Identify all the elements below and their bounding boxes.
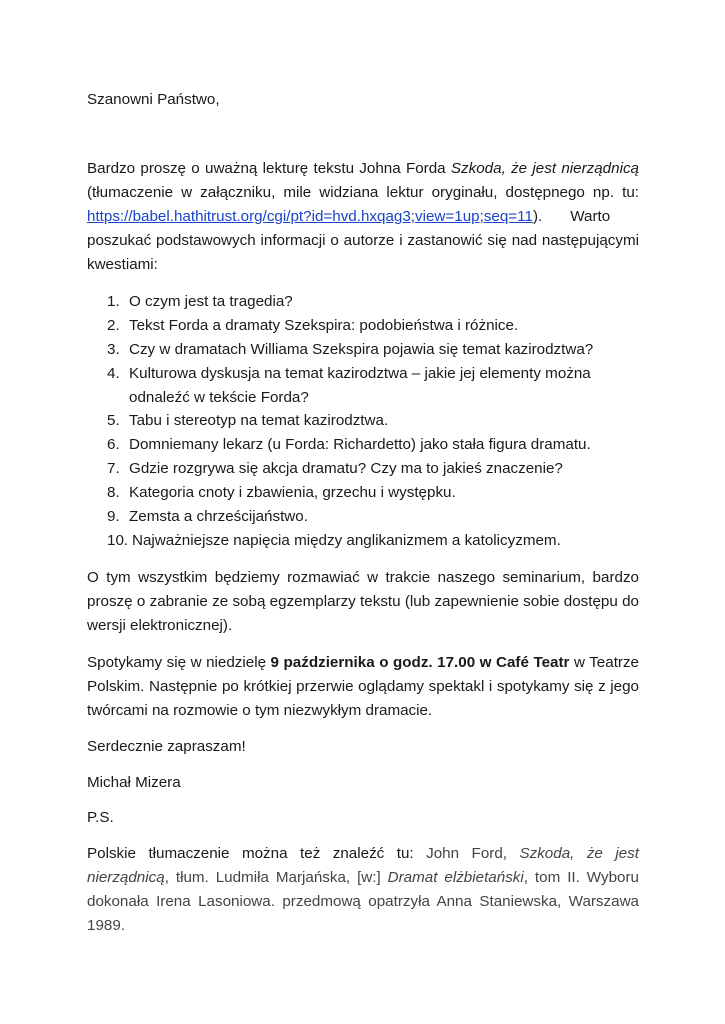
list-item	[87, 529, 627, 553]
ps-paragraph	[87, 842, 639, 938]
intro-text-3: ).	[532, 208, 543, 225]
list-item	[87, 433, 627, 457]
list-item-text: Kategoria cnoty i zbawienia, grzechu i występku.	[129, 484, 456, 501]
hathitrust-link[interactable]: https://babel.hathitrust.org/cgi/pt?id=hvd.hxqag3;view=1up;seq=11	[87, 208, 533, 225]
intro-text: Bardzo proszę o uważną lekturę tekstu Johna Forda	[87, 160, 451, 177]
list-item-number: 8.	[107, 484, 120, 501]
closing: Serdecznie zapraszam!	[87, 738, 246, 755]
list-item-text: O czym jest ta tragedia?	[129, 293, 293, 310]
ps-author: John Ford,	[426, 845, 520, 862]
list-item-text: Domniemany lekarz (u Forda: Richardetto) jako stała figura dramatu.	[129, 436, 591, 453]
list-item-number: 7.	[107, 460, 120, 477]
ps-label: P.S.	[87, 809, 114, 826]
ps-rest: , tom II. Wyboru dokonała Irena Lasoniowa. przedmową opatrzyła Anna Staniewska, Warszawa 1989.	[87, 869, 639, 934]
list-item-number: 2.	[107, 317, 120, 334]
list-item	[87, 338, 627, 362]
list-item	[87, 457, 627, 481]
seminar-paragraph: O tym wszystkim będziemy rozmawiać w trakcie naszego seminarium, bardzo proszę o zabranie ze sobą egzemplarzy tekstu (lub zapewnienie sobie dostępu do wersji elektronicznej).	[87, 569, 639, 634]
list-item-number: 3.	[107, 341, 120, 358]
list-item	[87, 481, 627, 505]
list-item-number: 5.	[107, 412, 120, 429]
list-item-text: Tekst Forda a dramaty Szekspira: podobieństwa i różnice.	[129, 317, 519, 334]
intro-text-2: (tłumaczenie w załączniku, mile widziana lektur oryginału, dostępnego np. tu:	[87, 184, 639, 201]
list-item	[87, 409, 627, 433]
list-item-text: Czy w dramatach Williama Szekspira pojawia się temat kazirodztwa?	[129, 341, 594, 358]
list-item	[87, 362, 627, 409]
signature: Michał Mizera	[87, 774, 181, 791]
list-item-text: Kulturowa dyskusja na temat kazirodztwa – jakie jej elementy można odnaleźć w tekście Forda?	[129, 365, 591, 406]
list-item-number: 6.	[107, 436, 120, 453]
questions-list	[87, 290, 627, 553]
intro-paragraph	[87, 157, 639, 277]
list-item-text: Gdzie rozgrywa się akcja dramatu? Czy ma to jakieś znaczenie?	[129, 460, 563, 477]
meeting-paragraph	[87, 651, 639, 723]
list-item	[87, 314, 627, 338]
ps-play-title: Szkoda, że jest nierządnicą	[87, 845, 639, 886]
salutation: Szanowni Państwo,	[87, 91, 220, 108]
list-item	[87, 290, 627, 314]
list-item-text: Zemsta a chrześcijaństwo.	[129, 508, 308, 525]
intro-text-4: Warto poszukać podstawowych informacji o autorze i zastanowić się nad następującymi kwestiami:	[87, 208, 639, 273]
meeting-date: 9 października o godz. 17.00 w Café Teatr	[270, 654, 570, 671]
list-item-number: 4.	[107, 365, 120, 382]
ps-translator: , tłum. Ludmiła Marjańska, [w:]	[164, 869, 388, 886]
ps-book-title: Dramat elżbietański	[387, 869, 524, 886]
list-item-number: 10.	[107, 532, 129, 549]
list-item-number: 1.	[107, 293, 120, 310]
list-item-text: Najważniejsze napięcia między anglikanizmem a katolicyzmem.	[132, 532, 561, 549]
meeting-text-2: w Teatrze Polskim. Następnie po krótkiej przerwie oglądamy spektakl i spotykamy się z jego twórcami na rozmowie o tym niezwykłym dramacie.	[87, 654, 640, 719]
meeting-text: Spotykamy się w niedzielę	[87, 654, 271, 671]
play-title: Szkoda, że jest nierządnicą	[450, 160, 639, 177]
ps-lead: Polskie tłumaczenie można też znaleźć tu:	[87, 845, 427, 862]
list-item-text: Tabu i stereotyp na temat kazirodztwa.	[129, 412, 389, 429]
list-item	[87, 505, 627, 529]
list-item-number: 9.	[107, 508, 120, 525]
